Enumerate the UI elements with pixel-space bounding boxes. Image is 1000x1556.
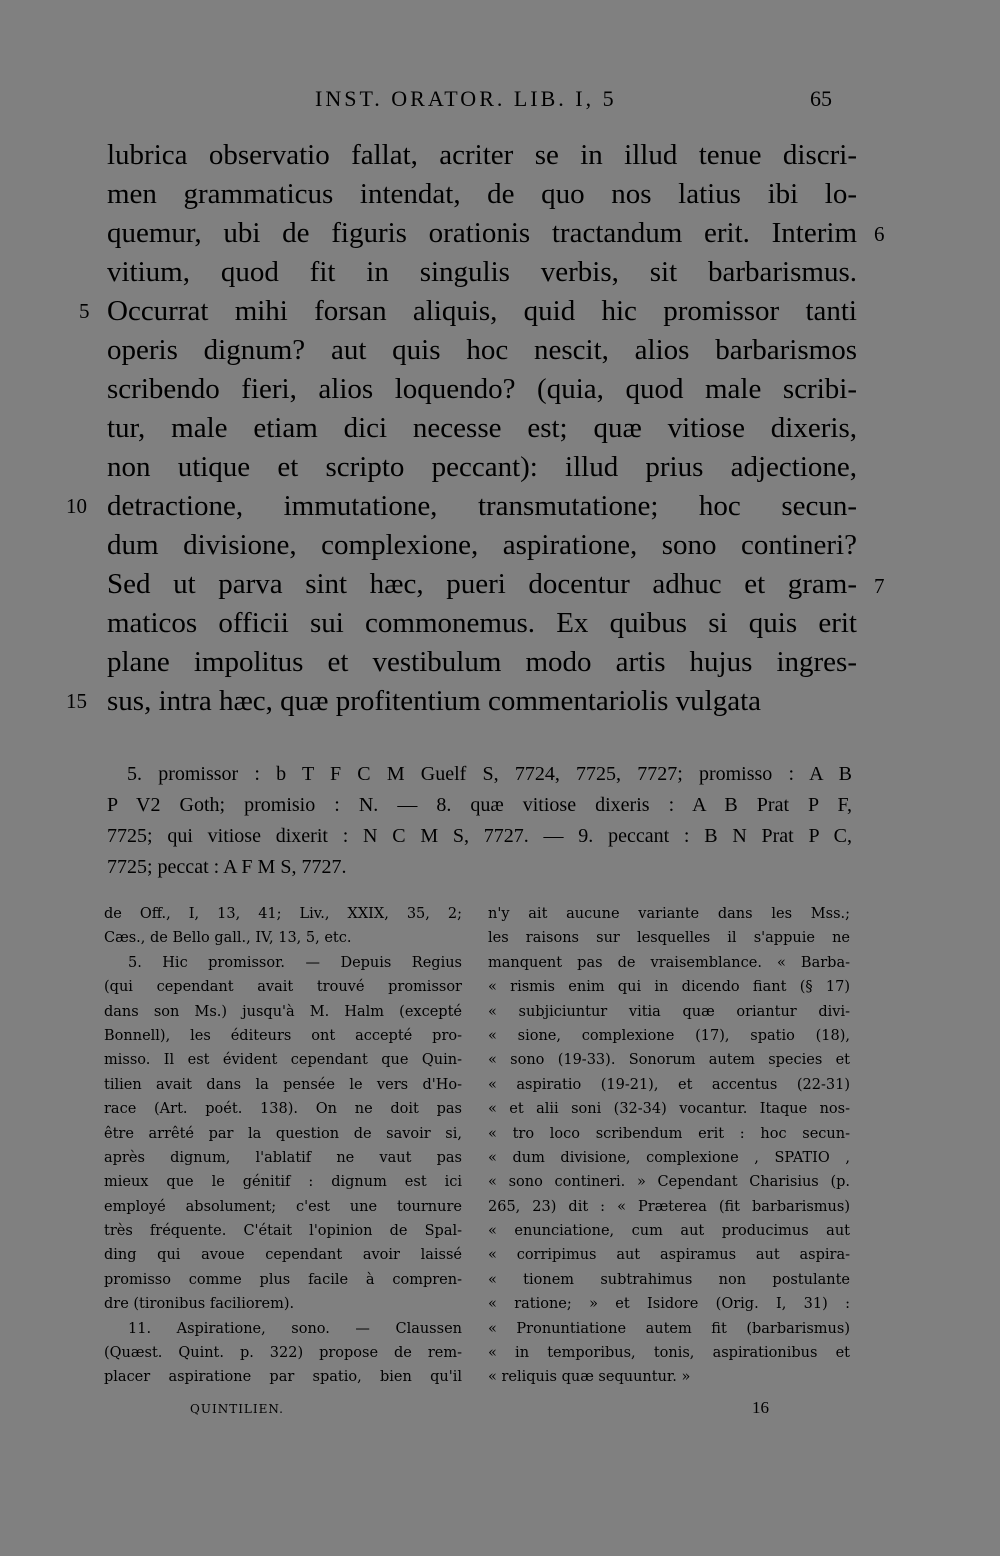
commentary-line: « et alii soni (32-34) vocantur. Itaque nos-: [488, 1101, 850, 1118]
main-text-line: operis dignum? aut quis hoc nescit, alios barbarismos: [107, 334, 857, 366]
main-text-line: vitium, quod fit in singulis verbis, sit barbarismus.: [107, 256, 857, 288]
main-text-line: dum divisione, complexione, aspiratione, sono contineri?: [107, 529, 857, 561]
commentary-right-column: [488, 902, 850, 1390]
main-text-line: non utique et scripto peccant): illud prius adjectione,: [107, 451, 857, 483]
printer-signature: QUINTILIEN.: [190, 1402, 284, 1416]
main-text-line: Occurrat mihi forsan aliquis, quid hic promissor tanti: [107, 295, 857, 327]
commentary-line: promisso comme plus facile à compren-: [104, 1271, 462, 1288]
commentary-line: manquent pas de vraisemblance. « Barba-: [488, 954, 850, 971]
commentary-line: « rismis enim qui in dicendo fiant (§ 17): [488, 979, 850, 996]
main-text-line: quemur, ubi de figuris orationis tractandum erit. Interim: [107, 217, 857, 249]
commentary-line: « corripimus aut aspiramus aut aspira-: [488, 1247, 850, 1264]
main-text-line: plane impolitus et vestibulum modo artis hujus ingres-: [107, 646, 857, 678]
commentary-line: « tro loco scribendum erit : hoc secun-: [488, 1125, 850, 1142]
commentary-line: (Quæst. Quint. p. 322) propose de rem-: [104, 1345, 462, 1362]
commentary-line: 5. Hic promissor. — Depuis Regius: [128, 954, 462, 971]
commentary-line: « tionem subtrahimus non postulante: [488, 1271, 850, 1288]
commentary-line: après dignum, l'ablatif ne vaut pas: [104, 1149, 462, 1166]
main-text-line: tur, male etiam dici necesse est; quæ vitiose dixeris,: [107, 412, 857, 444]
commentary-line: de Off., I, 13, 41; Liv., XXIX, 35, 2;: [104, 906, 462, 922]
page-number: 65: [810, 86, 832, 111]
commentary-line: employé absolument; c'est une tournure: [104, 1198, 462, 1215]
commentary-line: race (Art. poét. 138). On ne doit pas: [104, 1101, 462, 1118]
commentary-line: les raisons sur lesquelles il s'appuie ne: [488, 930, 850, 947]
commentary-line: dans son Ms.) jusqu'à M. Halm (excepté: [104, 1003, 462, 1020]
commentary-line: « aspiratio (19-21), et accentus (22-31): [488, 1076, 850, 1093]
line-number: 10: [66, 494, 87, 518]
commentary-line: ding qui avoue cependant avoir laissé: [104, 1247, 462, 1264]
main-text-line: lubrica observatio fallat, acriter se in illud tenue discri-: [107, 139, 857, 171]
commentary-line: « Pronuntiatione autem fit (barbarismus): [488, 1320, 850, 1337]
commentary-line: Cæs., de Bello gall., IV, 13, 5, etc.: [104, 930, 352, 947]
commentary-line: dre (tironibus faciliorem).: [104, 1296, 295, 1313]
main-text-line: scribendo fieri, alios loquendo? (quia, quod male scribi-: [107, 373, 857, 405]
main-text-line: sus, intra hæc, quæ profitentium commentariolis vulgata: [107, 685, 762, 717]
section-number: 7: [874, 574, 885, 598]
main-text-line: Sed ut parva sint hæc, pueri docentur adhuc et gram-: [107, 568, 857, 600]
commentary-line: « sione, complexione (17), spatio (18),: [488, 1027, 850, 1044]
commentary-line: 265, 23) dit : « Præterea (fit barbarismus): [488, 1198, 850, 1215]
commentary-line: tilien avait dans la pensée le vers d'Ho-: [104, 1076, 462, 1093]
commentary-line: « subjiciuntur vitia quæ oriantur divi-: [488, 1003, 850, 1020]
commentary-line: « sono contineri. » Cependant Charisius (p.: [488, 1174, 850, 1191]
apparatus-line: P V2 Goth; promisio : N. — 8. quæ vitiose dixeris : A B Prat P F,: [107, 794, 852, 816]
commentary-line: 11. Aspiratione, sono. — Claussen: [128, 1320, 462, 1337]
apparatus-line: 7725; qui vitiose dixerit : N C M S, 7727. — 9. peccant : B N Prat P C,: [107, 825, 852, 847]
line-number: 5: [79, 299, 90, 323]
main-text-line: men grammaticus intendat, de quo nos latius ibi lo-: [107, 178, 857, 210]
commentary-line: être arrêté par la question de savoir si,: [104, 1125, 462, 1142]
running-head: INST. ORATOR. LIB. I, 5: [315, 86, 617, 111]
commentary-line: mieux que le génitif : dignum est ici: [104, 1174, 462, 1191]
commentary-line: « reliquis quæ sequuntur. »: [488, 1369, 691, 1386]
main-text-line: maticos officii sui commonemus. Ex quibus si quis erit: [107, 607, 857, 639]
signature-number: 16: [752, 1398, 769, 1417]
line-number: 15: [66, 689, 87, 713]
commentary-line: « dum divisione, complexione , SPATIO ,: [488, 1149, 850, 1166]
apparatus-line: 5. promissor : b T F C M Guelf S, 7724, 7725, 7727; promisso : A B: [127, 763, 852, 785]
main-text-line: detractione, immutatione, transmutatione; hoc secun-: [107, 490, 857, 522]
commentary-left-column: [104, 902, 462, 1390]
apparatus-line: 7725; peccat : A F M S, 7727.: [107, 856, 347, 878]
commentary-line: « enunciatione, cum aut producimus aut: [488, 1223, 850, 1240]
commentary-line: « sono (19-33). Sonorum autem species et: [488, 1052, 850, 1069]
commentary-line: Bonnell), les éditeurs ont accepté pro-: [104, 1027, 462, 1044]
commentary-line: misso. Il est évident cependant que Quin-: [104, 1052, 462, 1069]
commentary-line: n'y ait aucune variante dans les Mss.;: [488, 906, 850, 922]
commentary-line: très fréquente. C'était l'opinion de Spal-: [104, 1223, 462, 1240]
commentary-line: « in temporibus, tonis, aspirationibus et: [488, 1345, 850, 1362]
commentary-line: (qui cependant avait trouvé promissor: [104, 979, 462, 996]
section-number: 6: [874, 222, 885, 246]
commentary-line: placer aspiratione par spatio, bien qu'il: [104, 1369, 462, 1386]
commentary-line: « ratione; » et Isidore (Orig. I, 31) :: [488, 1296, 850, 1313]
